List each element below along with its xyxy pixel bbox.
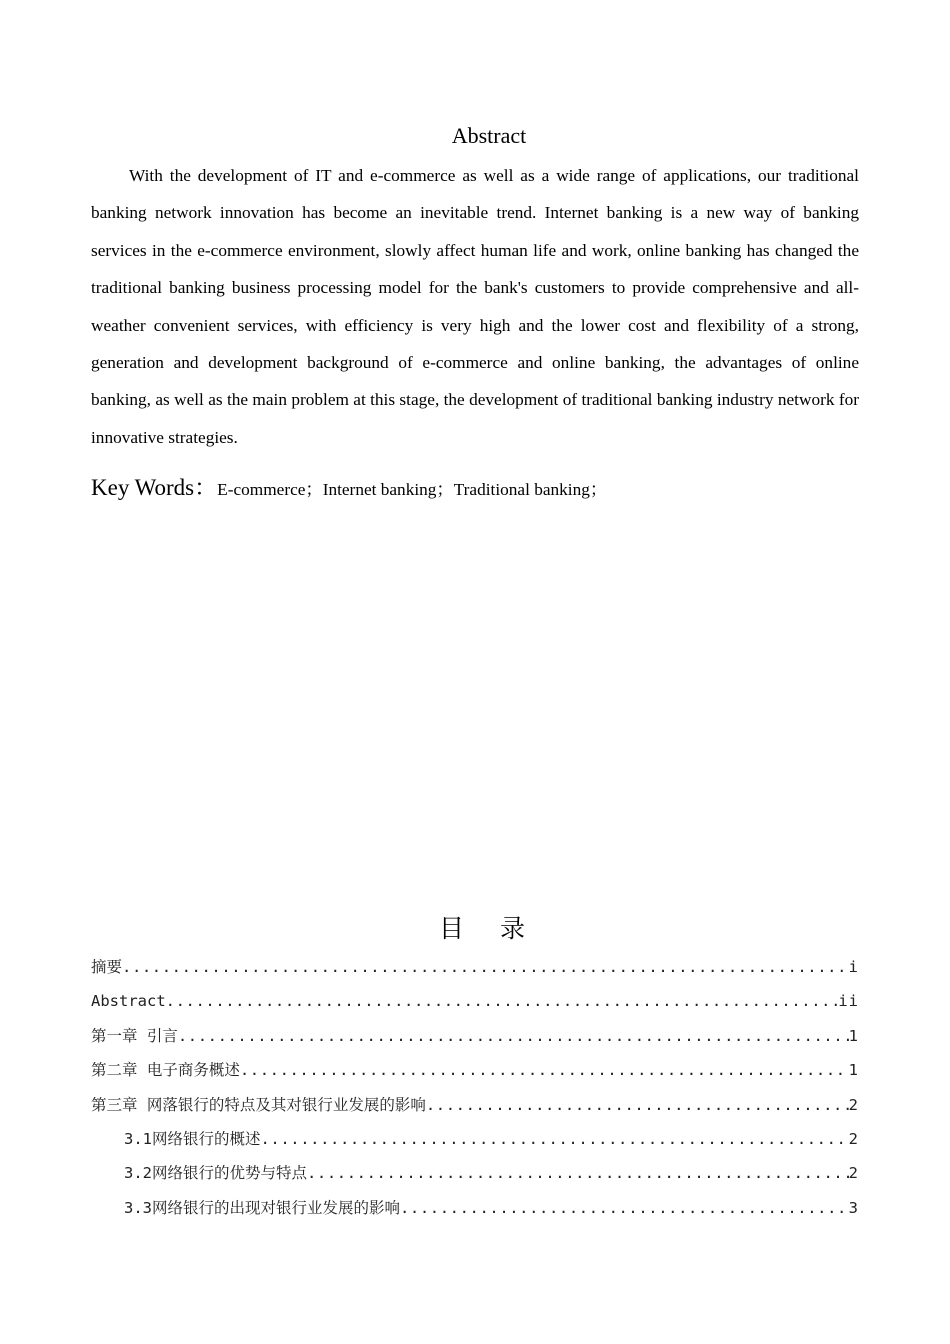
- toc-entry-title: 第三章 网落银行的特点及其对银行业发展的影响: [91, 1095, 426, 1114]
- toc-leader-dots: [400, 1191, 849, 1225]
- toc-subentry[interactable]: [91, 1191, 859, 1225]
- toc-leader-dots: [307, 1156, 849, 1190]
- toc-entry[interactable]: [91, 950, 859, 984]
- toc-leader-dots: [122, 950, 849, 984]
- toc-entry-page: 1: [848, 1061, 859, 1080]
- toc-leader-dots: [240, 1053, 849, 1087]
- toc-subentry[interactable]: [91, 1156, 859, 1190]
- toc-entry-title: 第一章 引言: [91, 1026, 178, 1045]
- keywords-label: Key Words：: [91, 475, 218, 500]
- toc-entry-page: 1: [848, 1026, 859, 1045]
- toc-entry-title: 摘要: [91, 958, 123, 976]
- toc-entry[interactable]: [91, 1019, 859, 1053]
- keywords-value: E-commerce；Internet banking；Traditional banking；: [217, 480, 608, 499]
- toc-entry-page: i: [848, 958, 859, 976]
- toc-heading: 目 录: [439, 914, 539, 943]
- toc-subentry[interactable]: [91, 1122, 859, 1156]
- toc-entry-page: 2: [848, 1095, 859, 1114]
- toc-leader-dots: [166, 984, 839, 1018]
- keywords-line: [91, 469, 859, 502]
- toc-entry-page: 2: [848, 1129, 859, 1148]
- toc-entry-title: Abstract: [91, 992, 166, 1011]
- toc-leader-dots: [426, 1088, 849, 1122]
- toc-entry-title: 第二章 电子商务概述: [91, 1061, 240, 1080]
- toc-entry-title: 3.1网络银行的概述: [124, 1129, 261, 1148]
- toc-entry-title: 3.2网络银行的优势与特点: [124, 1164, 307, 1183]
- toc-entry-page: 2: [848, 1164, 859, 1183]
- toc-entry-title: 3.3网络银行的出现对银行业发展的影响: [124, 1198, 400, 1217]
- toc-entry[interactable]: [91, 1053, 859, 1087]
- toc-entry-page: 3: [848, 1198, 859, 1217]
- toc-entry[interactable]: [91, 984, 859, 1018]
- abstract-paragraph: With the development of IT and e-commerce as well as a wide range of applications, our traditional banking network innovation has become an inevitable trend. Internet banking is a new way of banking services in the e-commerce environment, slowly affect human life and work, online banking has changed the traditional banking business processing model for the bank's customers to provide comprehensive and all-weather convenient services, with efficiency is very high and the lower cost and flexibility of a strong, generation and development background of e-commerce and online banking, the advantages of online banking, as well as the main problem at this stage, the development of traditional banking industry network for innovative strategies.: [91, 166, 859, 447]
- toc-leader-dots: [178, 1019, 849, 1053]
- toc-entry[interactable]: [91, 1088, 859, 1122]
- toc-entry-page: ii: [838, 992, 859, 1011]
- table-of-contents: [91, 950, 859, 1225]
- abstract-heading: Abstract: [451, 123, 527, 148]
- toc-leader-dots: [261, 1122, 849, 1156]
